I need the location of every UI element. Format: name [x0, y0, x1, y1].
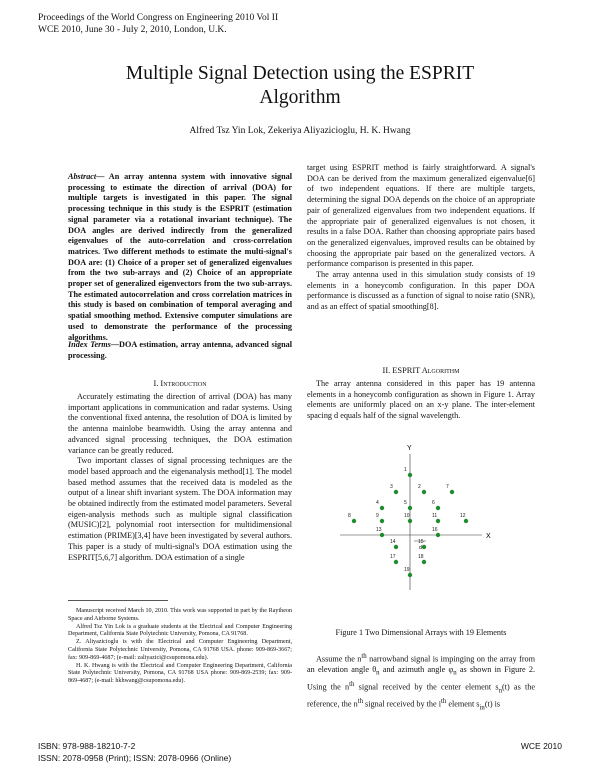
index-terms-text: —DOA estimation, array antenna, advanced signal processing.: [68, 340, 292, 360]
antenna-element-label-9: 9: [376, 513, 379, 519]
footnote-4: H. K. Hwang is with the Electrical and Computer Engineering Department, California State Polytechnic University, Pomona, CA 91768 USA phone: 909-869-2539; fax: 909-869-4687; (e-mail: hkhwang@csupomona.edu).: [68, 662, 292, 685]
running-header: [38, 12, 278, 36]
footer-isbn: ISBN: 978-988-18210-7-2: [38, 741, 136, 751]
antenna-element-17: [394, 560, 398, 564]
header-proceedings: Proceedings of the World Congress on Engineering 2010 Vol II: [38, 13, 279, 23]
footer-wce: WCE 2010: [520, 741, 562, 751]
antenna-element-18: [422, 560, 426, 564]
antenna-element-label-16: 16: [432, 527, 438, 533]
antenna-element-6: [436, 506, 440, 510]
paper-title: [60, 62, 540, 110]
x-axis-label: X: [486, 533, 491, 540]
antenna-element-12: [464, 519, 468, 523]
antenna-element-label-4: 4: [376, 500, 379, 506]
abstract-lead: Abstract: [68, 172, 97, 181]
intro-paragraph-1: Accurately estimating the direction of arrival (DOA) has many important applications in communication and radar systems. Using the conventional fixed antenna, the resolution of DOA is limited by the antenna mainlobe beamwidth. Using the array antenna and advanced signal processing techniques, the DOA estimation variance can be greatly reduced.: [68, 392, 292, 455]
antenna-element-label-6: 6: [432, 500, 435, 506]
antenna-element-label-17: 17: [390, 554, 396, 560]
antenna-element-4: [380, 506, 384, 510]
right-paragraph-2: The array antenna used in this simulation study consists of 19 elements in a honeycomb configuration. In this paper DOA performance is discussed as a function of signal to noise ratio (SNR), and as an effect of spatial smoothing[8].: [307, 270, 535, 312]
antenna-element-14: [394, 545, 398, 549]
antenna-element-label-19: 19: [404, 567, 410, 573]
footer-issn: ISSN: 2078-0958 (Print); ISSN: 2078-0966 (Online): [38, 753, 232, 763]
footnote-1: Manuscript received March 10, 2010. This work was supported in part by the Raytheon Space and Airborne Systems.: [68, 608, 292, 622]
footnote-3: Z. Aliyazicioglu is with the Electrical and Computer Engineering Department, California State Polytechnic University, Pomona, CA 91768 USA. phone: 909-869-3667; fax: 909-869-4687; (e-mail: zaliyazici@csupomona.edu).: [68, 639, 292, 661]
index-terms: [68, 340, 292, 361]
right-column-after-figure: [307, 652, 535, 714]
antenna-element-7: [450, 490, 454, 494]
section-1-heading: I. Introduction: [153, 379, 207, 388]
right-column-intro: [307, 163, 535, 313]
authors: Alfred Tsz Yin Lok, Zekeriya Aliyazicioglu, H. K. Hwang: [189, 126, 411, 136]
antenna-element-15: [422, 545, 426, 549]
antenna-element-1: [408, 473, 412, 477]
antenna-element-9: [380, 519, 384, 523]
right-paragraph-1: target using ESPRIT method is fairly straightforward. A signal's DOA can be derived from the maximum generalized eigenvalue[6] of two independent equations. If there are multiple targets, determining the signal DOA depends on the choice of an appropriate pair of generalized eigenvalues from two independent equations. If the appropriate pair of generalized eigenvalues is not chosen, it results in a false DOA. Rather than choosing appropriate pairs based on the generalized eigenvalues, improved results can be obtained by choosing the appropriate pair based on the generalized vectors. A performance comparison is presented in this paper.: [307, 163, 535, 269]
section-2-body: [307, 379, 535, 422]
figure-1: [336, 440, 526, 598]
antenna-element-10: [408, 519, 412, 523]
index-terms-lead: Index Terms: [68, 340, 111, 349]
antenna-element-label-2: 2: [418, 484, 421, 490]
antenna-element-2: [422, 490, 426, 494]
footnote-rule: [68, 600, 168, 601]
antenna-element-label-15: 15: [418, 539, 424, 545]
antenna-element-label-8: 8: [348, 513, 351, 519]
section-1-body: [68, 392, 292, 563]
antenna-element-label-18: 18: [418, 554, 424, 560]
array-elements: [348, 467, 468, 577]
antenna-element-5: [408, 506, 412, 510]
antenna-element-16: [436, 533, 440, 537]
antenna-element-3: [394, 490, 398, 494]
antenna-element-11: [436, 519, 440, 523]
title-line-1: Multiple Signal Detection using the ESPRIT: [125, 63, 475, 84]
esprit-paragraph-1: The array antenna considered in this paper has 19 antenna elements in a honeycomb configuration as shown in Figure 1. Array elements are uniformly placed on an x-y plane. The inter-element spacing d equals half of the signal wavelength.: [307, 379, 535, 421]
antenna-element-label-12: 12: [460, 513, 466, 519]
abstract-text: — An array antenna system with innovative signal processing to estimate the direction of arrival (DOA) for multiple targets is investigated in this paper. The signal processing technique in this study is the ESPRIT (estimation signal parameter via a rotational invariant technique). The DOA angles are derived indirectly from the generalized eigenvalues of the auto-correlation and cross-correlation matrices. Two different methods to estimate the multi-signal's DOA are: (1) Choice of a proper set of generalized eigenvalues from the two sub-arrays and (2) Choice of an appropriate proper set of generalized eigenvectors from the two sub-arrays. The estimated autocorrelation and cross correlation matrices in this study is based on combination of temporal averaging and spatial smoothing method. Extensive computer simulations are used to demonstrate the performance of the processing algorithms.: [68, 172, 292, 342]
y-axis-label: Y: [407, 445, 412, 452]
title-line-2: Algorithm: [259, 87, 341, 108]
figure-1-caption: Figure 1 Two Dimensional Arrays with 19 Elements: [335, 628, 507, 637]
footnote-2: Alfred Tsz Yin Lok is a graduate students at the Electrical and Computer Engineering Department, California State Polytechnic University, Pomona, CA 91768.: [68, 623, 292, 638]
antenna-element-label-5: 5: [404, 500, 407, 506]
antenna-element-label-1: 1: [404, 467, 407, 473]
spacing-label: d: [419, 545, 422, 551]
antenna-element-13: [380, 533, 384, 537]
signal-model-paragraph: Assume the $n^{th}$ narrowband signal is impinging on the array from an elevation angle $\theta_n$ and azimuth angle $\varphi_n$ as shown in Figure 2. Using the $n^{th}$ signal received by the center element $s_n(t)$ as the reference, the $n^{th}$ signal received by the $i^{th}$ element $s_{in}(t)$ is: [307, 653, 536, 712]
abstract: [68, 172, 292, 343]
intro-paragraph-2: Two important classes of signal processing techniques are the model based approach and the eigenanalysis method[1]. The model based method assumes that the received data is modeled as the output of a linear shift invariant system. The DOA information may be obtained indirectly from the estimated model parameters. Several eigen-analysis methods such as multiple signal classification (MUSIC)[2], polynomial root intersection for multidimensional estimation (PRIME)[3,4] have been investigated by several authors. This paper is a study of multi-signal's DOA estimation using the ESPRIT[5,6,7] algorithm. DOA estimation of a single: [68, 456, 292, 562]
antenna-element-label-10: 10: [404, 513, 410, 519]
footer-isbn-block: [38, 740, 231, 764]
antenna-element-8: [352, 519, 356, 523]
footnotes: [68, 608, 292, 686]
section-2-heading: II. ESPRIT Algorithm: [382, 366, 460, 375]
header-conference: WCE 2010, June 30 - July 2, 2010, London, U.K.: [38, 25, 227, 35]
antenna-element-label-11: 11: [432, 513, 438, 519]
antenna-element-label-14: 14: [390, 539, 396, 545]
antenna-element-label-7: 7: [446, 484, 449, 490]
antenna-element-19: [408, 573, 412, 577]
honeycomb-array-diagram: [336, 440, 526, 598]
antenna-element-label-3: 3: [390, 484, 393, 490]
antenna-element-label-13: 13: [376, 527, 382, 533]
